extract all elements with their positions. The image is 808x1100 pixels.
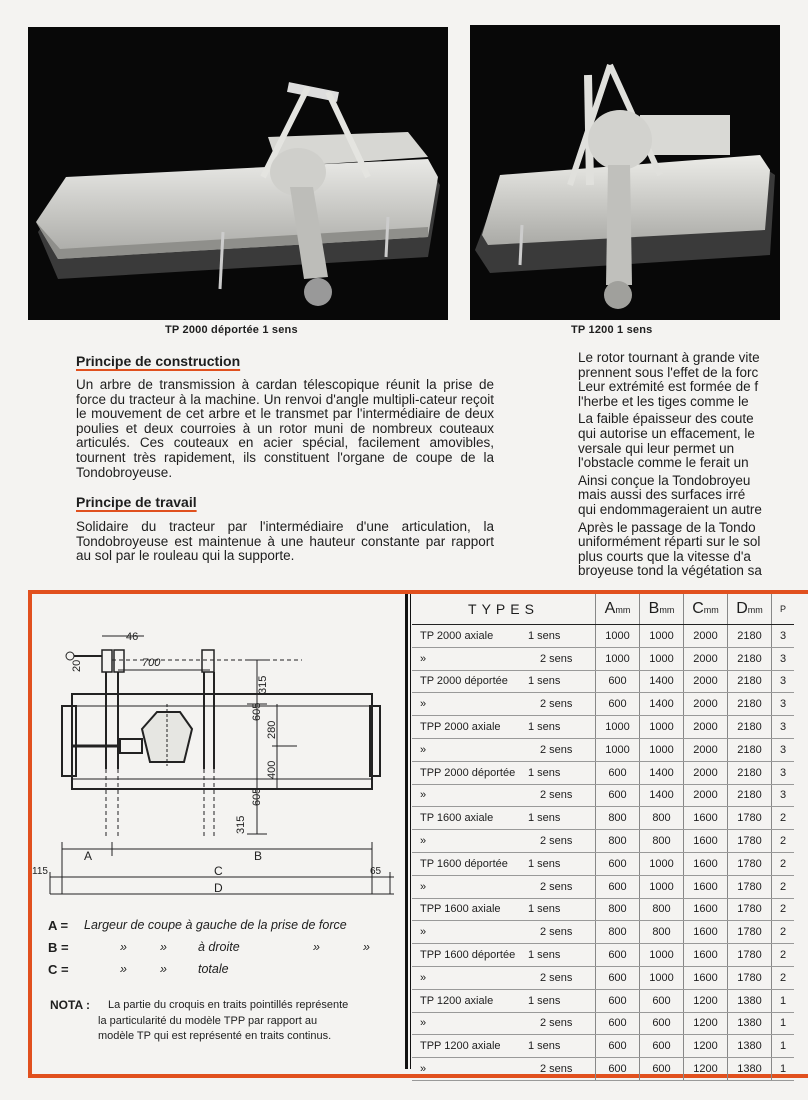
a-cell: 1000 [596,625,640,648]
a-cell: 600 [596,1035,640,1058]
d-cell: 1780 [728,830,772,853]
col-b-header: Bmm [640,594,684,625]
d-cell: 2180 [728,738,772,761]
edge-cell: 3 [772,693,795,716]
type-cell: TPP 1600 axiale [412,898,528,921]
sens-cell: 2 sens [528,1058,596,1081]
edge-cell: 3 [772,716,795,739]
c-cell: 2000 [684,647,728,670]
dim-400: 400 [266,760,278,779]
legend-a-key: A = [48,918,69,933]
travail-text: Solidaire du tracteur par l'intermédiaire d'une articulation, la Tondobroyeuse est maintenue à une hauteur constante par rapport au sol par le rouleau qui la supporte. [76,519,494,564]
dim-280: 280 [266,720,278,739]
edge-cell: 2 [772,966,795,989]
edge-cell: 2 [772,852,795,875]
legend-a [48,918,388,934]
table-row [412,944,794,967]
sens-cell: 2 sens [528,830,596,853]
right-line: plus courts que la vitesse d'a [578,548,751,564]
page-bottom-margin [0,1070,800,1100]
right-line: l'herbe et les tiges comme le [578,393,749,409]
dim-605-bottom: 605 [251,787,263,806]
a-cell: 600 [596,670,640,693]
table-row [412,898,794,921]
edge-cell: 3 [772,670,795,693]
a-cell: 1000 [596,647,640,670]
a-cell: 600 [596,966,640,989]
b-cell: 1400 [640,761,684,784]
b-cell: 1000 [640,852,684,875]
nota-note [50,998,390,1045]
a-cell: 800 [596,807,640,830]
dim-20: 20 [71,659,83,672]
edge-cell: 3 [772,784,795,807]
c-cell: 1200 [684,1012,728,1035]
c-cell: 1200 [684,1035,728,1058]
dim-115: 115 [32,866,48,877]
c-cell: 1600 [684,898,728,921]
b-cell: 600 [640,1058,684,1081]
legend-c-value: totale [198,962,229,976]
b-cell: 1000 [640,716,684,739]
edge-cell: 3 [772,647,795,670]
d-cell: 1780 [728,898,772,921]
b-cell: 800 [640,898,684,921]
dim-315-top: 315 [257,675,269,694]
right-line: l'obstacle comme le ferait un [578,455,749,471]
table-divider-thin [410,594,411,1069]
b-cell: 800 [640,921,684,944]
sens-cell: 2 sens [528,875,596,898]
c-cell: 1600 [684,966,728,989]
d-cell: 2180 [728,625,772,648]
travail-heading: Principe de travail [76,494,197,510]
edge-cell: 3 [772,738,795,761]
dim-c: C [214,864,223,878]
c-cell: 2000 [684,693,728,716]
ditto-mark: » [120,940,127,954]
sens-cell: 1 sens [528,989,596,1012]
left-photo-caption: TP 2000 déportée 1 sens [165,324,298,336]
legend-b-value: à droite [198,940,240,954]
dim-65: 65 [370,866,382,877]
d-cell: 1780 [728,921,772,944]
sens-cell: 1 sens [528,1035,596,1058]
sens-cell: 1 sens [528,852,596,875]
type-cell: TP 2000 déportée [412,670,528,693]
table-row [412,921,794,944]
col-e-header: P [772,594,795,625]
legend-a-value: Largeur de coupe à gauche de la prise de force [84,918,347,932]
table-divider [405,594,408,1069]
spec-table [412,594,794,1081]
sens-cell: 2 sens [528,1012,596,1035]
c-cell: 1200 [684,989,728,1012]
dimension-diagram [32,594,404,909]
legend-c [48,962,388,978]
dim-605-top: 605 [251,702,263,721]
c-cell: 2000 [684,784,728,807]
table-row [412,852,794,875]
edge-cell: 1 [772,1058,795,1081]
d-cell: 1780 [728,852,772,875]
table-row [412,875,794,898]
ditto-mark: » [363,940,370,954]
b-cell: 600 [640,1035,684,1058]
table-row [412,966,794,989]
c-cell: 1600 [684,852,728,875]
table-row [412,647,794,670]
a-cell: 600 [596,761,640,784]
photo-tp2000-deportee [28,27,448,320]
sens-cell: 1 sens [528,716,596,739]
b-cell: 1000 [640,738,684,761]
a-cell: 600 [596,944,640,967]
type-cell: » [412,875,528,898]
edge-cell: 2 [772,830,795,853]
type-cell: » [412,830,528,853]
nota-line-1: La partie du croquis en traits pointillés représente [108,999,349,1011]
d-cell: 1780 [728,875,772,898]
construction-heading: Principe de construction [76,353,241,369]
b-cell: 800 [640,830,684,853]
d-cell: 1380 [728,1058,772,1081]
b-cell: 600 [640,989,684,1012]
sens-cell: 2 sens [528,693,596,716]
b-cell: 600 [640,1012,684,1035]
table-row [412,1035,794,1058]
d-cell: 1380 [728,989,772,1012]
d-cell: 1380 [728,1035,772,1058]
a-cell: 800 [596,898,640,921]
d-cell: 1780 [728,966,772,989]
type-cell: » [412,921,528,944]
c-cell: 1600 [684,944,728,967]
c-cell: 1600 [684,807,728,830]
mower-illustration-right [470,25,780,320]
table-row [412,1012,794,1035]
sens-cell: 1 sens [528,761,596,784]
right-line: prennent sous l'effet de la forc [578,364,759,380]
table-row [412,738,794,761]
d-cell: 1780 [728,944,772,967]
table-row [412,761,794,784]
edge-cell: 2 [772,807,795,830]
d-cell: 2180 [728,716,772,739]
c-cell: 1600 [684,830,728,853]
b-cell: 1000 [640,625,684,648]
sens-cell: 1 sens [528,807,596,830]
b-cell: 1000 [640,944,684,967]
dim-700: 700 [142,657,161,669]
a-cell: 600 [596,852,640,875]
b-cell: 800 [640,807,684,830]
c-cell: 1200 [684,1058,728,1081]
a-cell: 600 [596,784,640,807]
type-cell: » [412,1012,528,1035]
b-cell: 1000 [640,647,684,670]
right-column-text [578,351,800,579]
sens-cell: 2 sens [528,647,596,670]
ditto-mark: » [313,940,320,954]
type-cell: TPP 1600 déportée [412,944,528,967]
table-row [412,807,794,830]
table-row [412,716,794,739]
d-cell: 1780 [728,807,772,830]
ditto-mark: » [160,940,167,954]
a-cell: 600 [596,1058,640,1081]
sens-cell: 1 sens [528,625,596,648]
right-line: Leur extrémité est formée de f [578,379,759,395]
dim-315-bottom: 315 [235,815,247,834]
ditto-mark: » [120,962,127,976]
right-line: versale qui leur permet un [578,440,735,456]
type-cell: TP 2000 axiale [412,625,528,648]
d-cell: 2180 [728,670,772,693]
c-cell: 1600 [684,875,728,898]
sens-cell: 1 sens [528,898,596,921]
a-cell: 1000 [596,716,640,739]
edge-cell: 1 [772,989,795,1012]
b-cell: 1000 [640,966,684,989]
sens-cell: 2 sens [528,921,596,944]
a-cell: 1000 [596,738,640,761]
right-line: qui endommageraient un autre [578,501,762,517]
right-line: Ainsi conçue la Tondobroyeu [578,472,751,488]
b-cell: 1000 [640,875,684,898]
right-line: qui autorise un effacement, le [578,425,755,441]
nota-label: NOTA : [50,998,90,1012]
d-cell: 2180 [728,761,772,784]
edge-cell: 2 [772,921,795,944]
legend-b [48,940,388,956]
dim-46: 46 [126,631,139,643]
right-line: uniformément réparti sur le sol [578,534,761,550]
sens-cell: 2 sens [528,738,596,761]
col-d-header: Dmm [728,594,772,625]
type-cell: » [412,1058,528,1081]
table-row [412,625,794,648]
type-cell: TPP 2000 déportée [412,761,528,784]
right-photo-caption: TP 1200 1 sens [571,324,653,336]
d-cell: 1380 [728,1012,772,1035]
type-cell: TPP 1200 axiale [412,1035,528,1058]
types-header: TYPES [412,594,596,625]
nota-line-3: modèle TP qui est représenté en traits continus. [98,1030,332,1042]
b-cell: 1400 [640,670,684,693]
c-cell: 1600 [684,921,728,944]
type-cell: » [412,647,528,670]
type-cell: » [412,966,528,989]
a-cell: 600 [596,1012,640,1035]
edge-cell: 1 [772,1035,795,1058]
edge-cell: 2 [772,944,795,967]
c-cell: 2000 [684,670,728,693]
a-cell: 600 [596,875,640,898]
spec-table-area [405,594,800,1076]
dim-b: B [254,849,263,863]
dim-a: A [84,849,93,863]
d-cell: 2180 [728,647,772,670]
edge-cell: 1 [772,1012,795,1035]
b-cell: 1400 [640,784,684,807]
col-a-header: Amm [596,594,640,625]
photo-tp1200 [470,25,780,320]
edge-cell: 3 [772,761,795,784]
table-row [412,830,794,853]
d-cell: 2180 [728,693,772,716]
dim-d: D [214,881,223,895]
sens-cell: 1 sens [528,944,596,967]
a-cell: 600 [596,693,640,716]
table-header-row [412,594,794,625]
edge-cell: 3 [772,625,795,648]
ditto-mark: » [160,962,167,976]
sens-cell: 1 sens [528,670,596,693]
legend-b-key: B = [48,940,69,955]
col-c-header: Cmm [684,594,728,625]
a-cell: 800 [596,921,640,944]
legend-c-key: C = [48,962,69,977]
d-cell: 2180 [728,784,772,807]
type-cell: » [412,738,528,761]
right-line: broyeuse tond la végétation sa [578,563,762,579]
type-cell: TP 1200 axiale [412,989,528,1012]
sens-cell: 2 sens [528,784,596,807]
type-cell: TP 1600 déportée [412,852,528,875]
table-row [412,989,794,1012]
c-cell: 2000 [684,625,728,648]
type-cell: » [412,693,528,716]
c-cell: 2000 [684,738,728,761]
type-cell: TPP 2000 axiale [412,716,528,739]
c-cell: 2000 [684,761,728,784]
table-row [412,784,794,807]
right-line: La faible épaisseur des coute [578,411,754,427]
c-cell: 2000 [684,716,728,739]
type-cell: TP 1600 axiale [412,807,528,830]
type-cell: » [412,784,528,807]
nota-line-2: la particularité du modèle TPP par rapport au [98,1014,318,1027]
b-cell: 1400 [640,693,684,716]
table-row [412,670,794,693]
right-line: Le rotor tournant à grande vite [578,350,760,365]
edge-cell: 2 [772,875,795,898]
sens-cell: 2 sens [528,966,596,989]
a-cell: 800 [596,830,640,853]
edge-cell: 2 [772,898,795,921]
a-cell: 600 [596,989,640,1012]
construction-text: Un arbre de transmission à cardan télescopique réunit la prise de force du tracteur à la machine. Un renvoi d'angle multipli-cateur reçoit le mouvement de cet arbre et le transmet par l'intermédiaire de deux poulies et deux courroies à un rotor muni de nombreux couteaux articulés. Ces couteaux en acier spécial, facilement amovibles, tournent très rapidement, ils constituent l'organe de coupe de la Tondobroyeuse. [76,377,494,480]
right-line: mais aussi des surfaces irré [578,487,746,503]
table-row [412,693,794,716]
right-line: Après le passage de la Tondo [578,519,756,535]
mower-illustration-left [28,27,448,320]
